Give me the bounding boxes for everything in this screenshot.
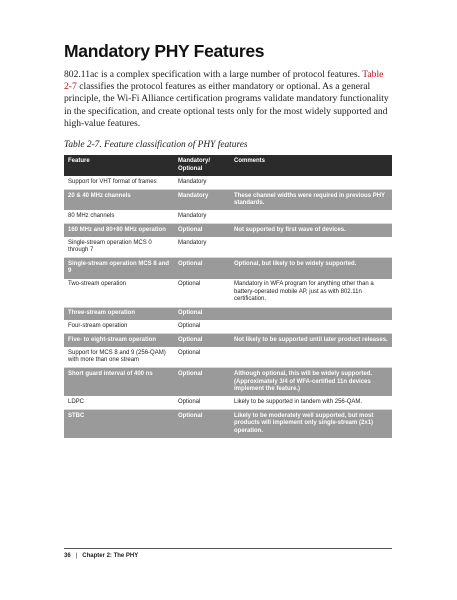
intro-text-before: 802.11ac is a complex specification with a large number of protocol features. — [64, 69, 360, 80]
cell-status: Optional — [174, 224, 230, 237]
page-footer — [64, 548, 392, 559]
header-mandatory-optional: Mandatory/ Optional — [174, 155, 230, 176]
table-caption: Table 2-7. Feature classification of PHY features — [64, 140, 248, 151]
cell-comment — [230, 320, 392, 333]
cell-status: Optional — [174, 258, 230, 279]
cell-status: Optional — [174, 307, 230, 320]
cell-feature: Five- to eight-stream operation — [64, 334, 174, 347]
cell-feature: Single-stream operation MCS 8 and 9 — [64, 258, 174, 279]
table-row — [64, 176, 392, 189]
cell-status: Mandatory — [174, 189, 230, 210]
cell-feature: Single-stream operation MCS 0 through 7 — [64, 237, 174, 258]
cell-comment: Not likely to be supported until later product releases. — [230, 334, 392, 347]
table-row — [64, 396, 392, 409]
page-content — [64, 40, 392, 438]
cell-feature: Short guard interval of 400 ns — [64, 368, 174, 396]
cell-status: Optional — [174, 320, 230, 333]
table-row — [64, 334, 392, 347]
cell-comment — [230, 210, 392, 223]
cell-comment: Likely to be moderately well supported, but most products will implement only single-stream (2x1) operation. — [230, 410, 392, 438]
table-row — [64, 224, 392, 237]
cell-feature: Support for MCS 8 and 9 (256-QAM) with more than one stream — [64, 347, 174, 368]
table-row — [64, 368, 392, 396]
table-row — [64, 320, 392, 333]
cell-comment — [230, 237, 392, 258]
cell-status: Optional — [174, 368, 230, 396]
cell-comment: Mandatory in WFA program for anything other than a battery-operated mobile AP, just as with 802.11n certification. — [230, 279, 392, 307]
cell-comment: These channel widths were required in previous PHY standards. — [230, 189, 392, 210]
cell-status: Optional — [174, 334, 230, 347]
chapter-title: Chapter 2: The PHY — [82, 553, 139, 559]
cell-comment: Although optional, this will be widely supported. (Approximately 3/4 of WFA-certified 11n devices implement the feature.) — [230, 368, 392, 396]
cell-comment — [230, 347, 392, 368]
cell-feature: Three-stream operation — [64, 307, 174, 320]
header-comments: Comments — [230, 155, 392, 176]
table-row — [64, 347, 392, 368]
cell-feature: 160 MHz and 80+80 MHz operation — [64, 224, 174, 237]
cell-status: Mandatory — [174, 210, 230, 223]
table-reference-link[interactable]: Table 2-7 — [64, 69, 384, 93]
intro-paragraph — [64, 69, 392, 130]
cell-comment — [230, 176, 392, 189]
footer-separator: | — [75, 553, 78, 559]
intro-text-after: classifies the protocol features as either mandatory or optional. As a general principle, the Wi-Fi Alliance certification programs validate mandatory functionality in the specification, and create optional tests only for the most widely supported and high-value features. — [64, 81, 389, 129]
table-body — [64, 176, 392, 438]
cell-feature: Four-stream operation — [64, 320, 174, 333]
cell-comment: Likely to be supported in tandem with 256-QAM. — [230, 396, 392, 409]
page-number: 36 — [64, 553, 71, 559]
cell-comment: Not supported by first wave of devices. — [230, 224, 392, 237]
table-row — [64, 258, 392, 279]
cell-feature: 80 MHz channels — [64, 210, 174, 223]
table-row — [64, 307, 392, 320]
cell-status: Optional — [174, 396, 230, 409]
feature-table — [64, 155, 392, 438]
table-row — [64, 189, 392, 210]
cell-feature: 20 & 40 MHz channels — [64, 189, 174, 210]
table-header — [64, 155, 392, 176]
cell-status: Optional — [174, 279, 230, 307]
cell-feature: Support for VHT format of frames — [64, 176, 174, 189]
cell-feature: Two-stream operation — [64, 279, 174, 307]
table-row — [64, 279, 392, 307]
cell-feature: LDPC — [64, 396, 174, 409]
cell-feature: STBC — [64, 410, 174, 438]
section-heading: Mandatory PHY Features — [64, 41, 265, 61]
table-row — [64, 237, 392, 258]
cell-status: Optional — [174, 410, 230, 438]
cell-status: Mandatory — [174, 237, 230, 258]
table-row — [64, 410, 392, 438]
cell-comment — [230, 307, 392, 320]
cell-comment: Optional, but likely to be widely supported. — [230, 258, 392, 279]
cell-status: Mandatory — [174, 176, 230, 189]
header-feature: Feature — [64, 155, 174, 176]
cell-status: Optional — [174, 347, 230, 368]
table-row — [64, 210, 392, 223]
